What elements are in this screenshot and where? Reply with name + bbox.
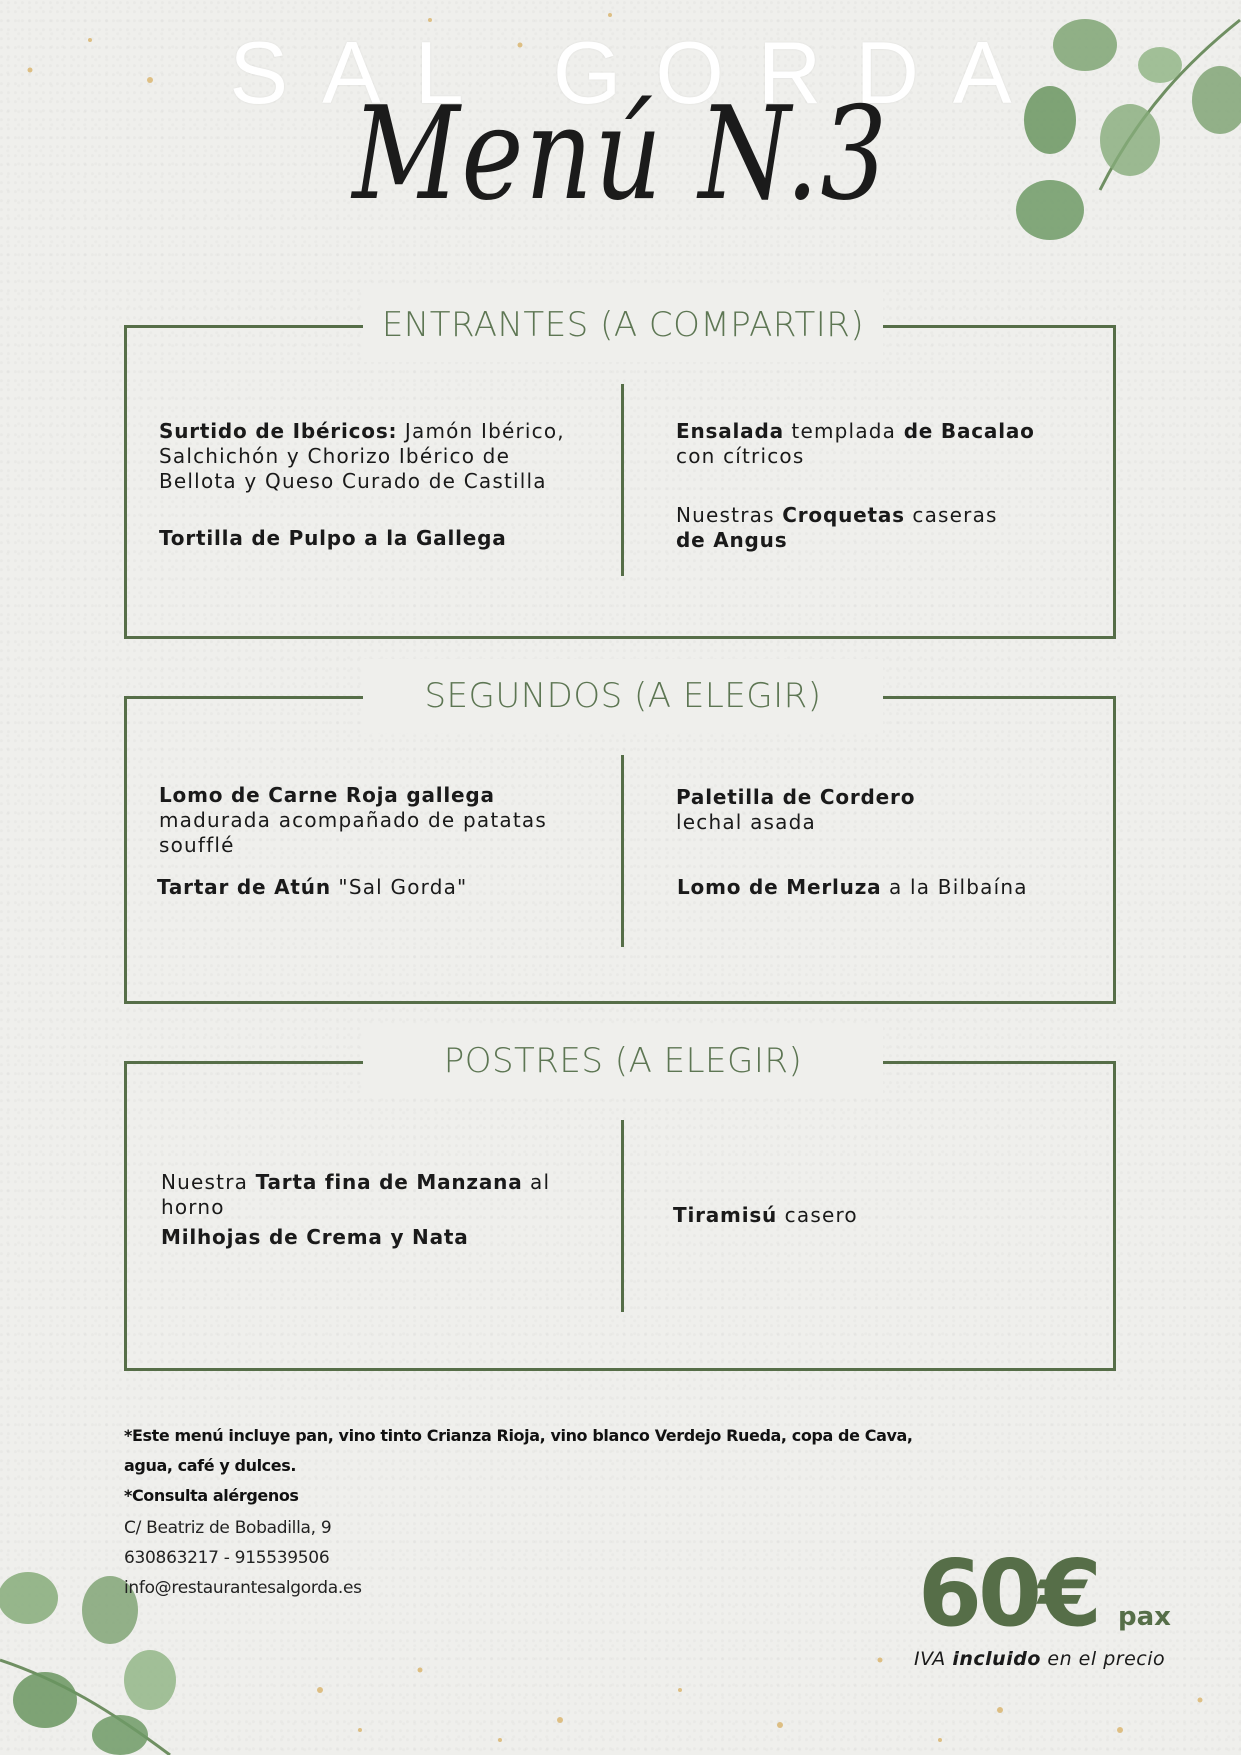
menu-item: Lomo de Merluza a la Bilbaína xyxy=(677,875,1028,899)
column-divider xyxy=(621,1120,624,1312)
menu-item: Surtido de Ibéricos: Jamón Ibérico, Salchichón y Chorizo Ibérico de Bellota y Queso Curado de Castilla xyxy=(159,419,565,493)
menu-item: Tiramisú casero xyxy=(673,1203,858,1227)
section-heading: ENTRANTES (A COMPARTIR) xyxy=(363,288,883,362)
column-divider xyxy=(621,755,624,947)
menu-item: Tartar de Atún "Sal Gorda" xyxy=(157,875,468,899)
menu-item: Lomo de Carne Roja gallega madurada acompañado de patatas soufflé xyxy=(159,783,547,857)
section-postres xyxy=(124,1041,1116,1371)
restaurant-name: SAL GORDA xyxy=(229,23,1046,122)
section-segundos xyxy=(124,676,1116,1004)
menu-title: Menú N.3 xyxy=(352,80,889,229)
column-divider xyxy=(621,384,624,576)
section-heading: SEGUNDOS (A ELEGIR) xyxy=(363,659,883,733)
menu-item: Paletilla de Cordero lechal asada xyxy=(676,785,916,834)
price-unit: pax xyxy=(1118,1602,1171,1632)
menu-item: Milhojas de Crema y Nata xyxy=(161,1225,469,1249)
vat-note: IVA incluido en el precio xyxy=(914,1648,1166,1670)
section-entrantes xyxy=(124,305,1116,639)
price-amount: 60€ xyxy=(918,1540,1099,1647)
menu-item: Nuestra Tarta fina de Manzana al horno xyxy=(161,1170,551,1219)
section-heading: POSTRES (A ELEGIR) xyxy=(363,1024,883,1098)
note-allergens: *Consulta alérgenos xyxy=(124,1486,299,1505)
note-includes-cont: agua, café y dulces. xyxy=(124,1456,297,1475)
menu-notes xyxy=(124,1421,944,1603)
email[interactable]: info@restaurantesalgorda.es xyxy=(124,1578,362,1598)
note-includes: *Este menú incluye pan, vino tinto Crianza Rioja, vino blanco Verdejo Rueda, copa de Cava, xyxy=(124,1426,913,1445)
menu-item: Ensalada templada de Bacalao con cítricos xyxy=(676,419,1035,468)
menu-item: Tortilla de Pulpo a la Gallega xyxy=(159,526,507,550)
address: C/ Beatriz de Bobadilla, 9 xyxy=(124,1518,332,1538)
menu-item: Nuestras Croquetas caseras de Angus xyxy=(676,503,998,552)
phone-numbers: 630863217 - 915539506 xyxy=(124,1548,330,1568)
